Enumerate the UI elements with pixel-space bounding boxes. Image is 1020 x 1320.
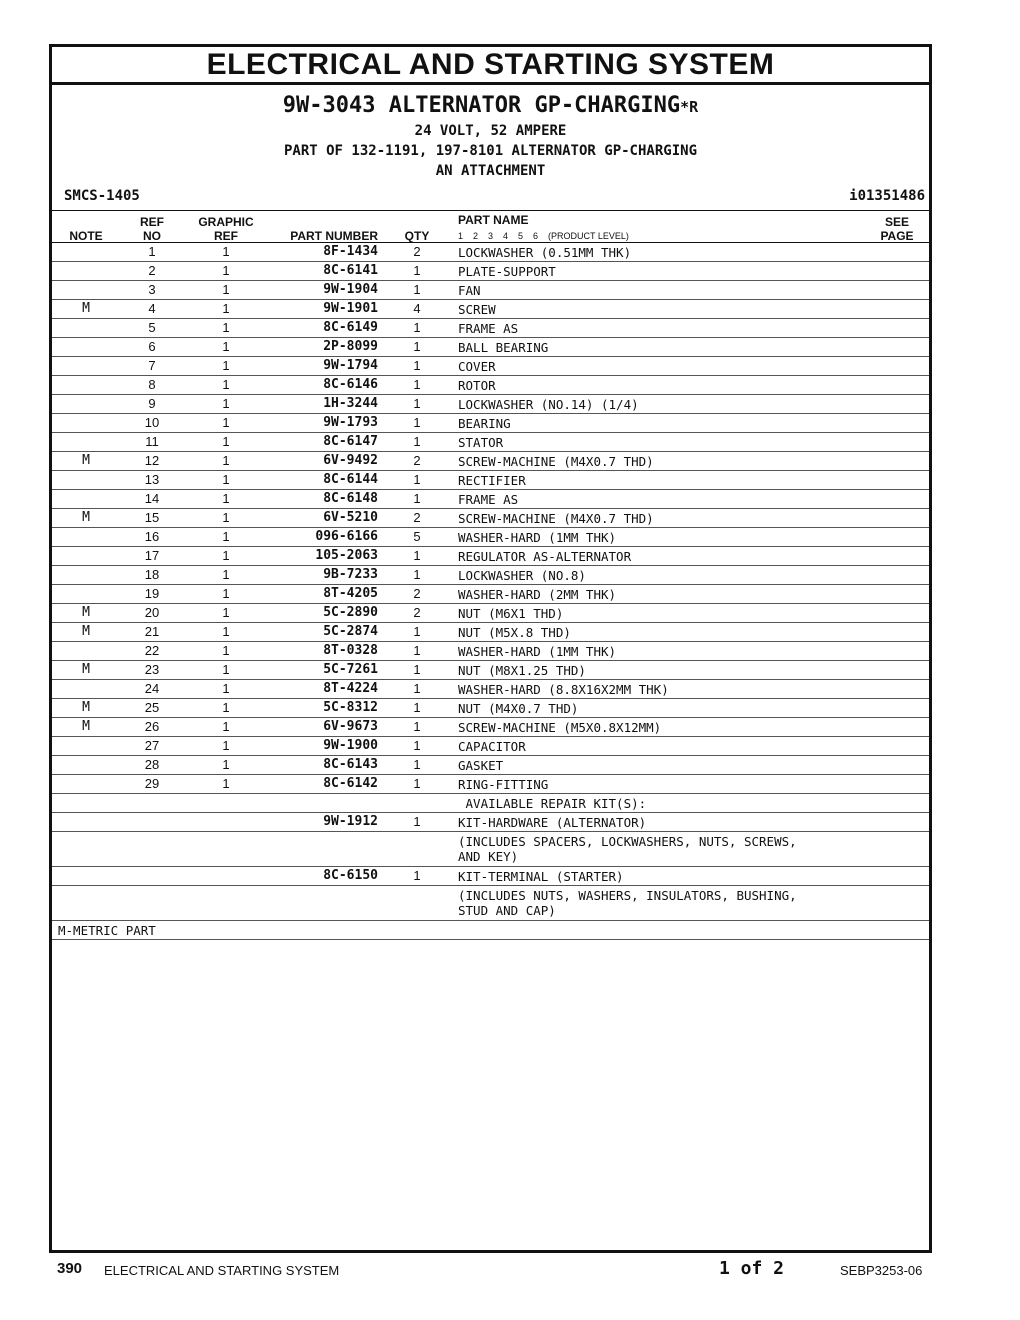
ref-no-cell: 28 bbox=[144, 757, 160, 772]
part-number-cell: 5C-2874 bbox=[323, 624, 378, 639]
part-number-cell: 5C-2890 bbox=[323, 605, 378, 620]
footer-sheet: 1 of 2 bbox=[719, 1258, 785, 1279]
table-row bbox=[52, 886, 929, 921]
ref-no-cell: 3 bbox=[148, 282, 156, 297]
part-name-cell: NUT (M5X.8 THD) bbox=[458, 625, 571, 640]
ref-no-cell: 27 bbox=[144, 738, 160, 753]
table-row bbox=[52, 319, 929, 338]
part-name-cell: RECTIFIER bbox=[458, 473, 526, 488]
ref-no-cell: 18 bbox=[144, 567, 160, 582]
ref-no-cell: 1 bbox=[148, 244, 156, 259]
part-title bbox=[52, 93, 929, 118]
part-number-cell: 5C-7261 bbox=[323, 662, 378, 677]
note-cell: M bbox=[82, 605, 90, 620]
table-row bbox=[52, 452, 929, 471]
qty-cell: 2 bbox=[413, 605, 421, 620]
table-row bbox=[52, 300, 929, 319]
part-number-cell: 8C-6146 bbox=[323, 377, 378, 392]
qty-cell: 5 bbox=[413, 529, 421, 544]
table-row bbox=[52, 699, 929, 718]
part-name-cell: BEARING bbox=[458, 416, 511, 431]
ref-no-cell: 17 bbox=[144, 548, 160, 563]
part-suffix: *R bbox=[680, 98, 699, 116]
qty-cell: 1 bbox=[413, 320, 421, 335]
ref-no-cell: 24 bbox=[144, 681, 160, 696]
part-number-cell: 6V-9673 bbox=[323, 719, 378, 734]
ref-no-cell: 20 bbox=[144, 605, 160, 620]
part-name-cell: FAN bbox=[458, 283, 481, 298]
table-row bbox=[52, 737, 929, 756]
ref-no-cell: 10 bbox=[144, 415, 160, 430]
qty-cell: 2 bbox=[413, 586, 421, 601]
table-row bbox=[52, 585, 929, 604]
qty-cell: 1 bbox=[413, 263, 421, 278]
qty-cell: 1 bbox=[413, 491, 421, 506]
qty-cell: 1 bbox=[413, 548, 421, 563]
table-row bbox=[52, 242, 929, 262]
note-cell: M bbox=[82, 719, 90, 734]
qty-cell: 2 bbox=[413, 453, 421, 468]
graphic-ref-cell: 1 bbox=[222, 567, 230, 582]
graphic-ref-cell: 1 bbox=[222, 605, 230, 620]
part-number-cell: 6V-5210 bbox=[323, 510, 378, 525]
ref-no-cell: 13 bbox=[144, 472, 160, 487]
table-row bbox=[52, 642, 929, 661]
col-part-number-header: PART NUMBER bbox=[290, 229, 378, 243]
metric-legend: M-METRIC PART bbox=[58, 923, 156, 938]
qty-cell: 1 bbox=[413, 814, 421, 829]
part-name-cell: BALL BEARING bbox=[458, 340, 549, 355]
qty-cell: 2 bbox=[413, 244, 421, 259]
part-number-cell: 8C-6143 bbox=[323, 757, 378, 772]
ref-no-cell: 2 bbox=[148, 263, 156, 278]
table-row bbox=[52, 490, 929, 509]
part-number-cell: 9W-1912 bbox=[323, 814, 378, 829]
graphic-ref-cell: 1 bbox=[222, 510, 230, 525]
ref-no-cell: 9 bbox=[148, 396, 156, 411]
qty-cell: 1 bbox=[413, 339, 421, 354]
metric-legend-row bbox=[52, 921, 929, 940]
part-name-cell: WASHER-HARD (2MM THK) bbox=[458, 587, 617, 602]
part-number-cell: 8C-6148 bbox=[323, 491, 378, 506]
graphic-ref-cell: 1 bbox=[222, 776, 230, 791]
ref-no-cell: 4 bbox=[148, 301, 156, 316]
footer-doc-number: SEBP3253-06 bbox=[840, 1263, 923, 1278]
qty-cell: 1 bbox=[413, 662, 421, 677]
graphic-ref-cell: 1 bbox=[222, 377, 230, 392]
part-name-cell: CAPACITOR bbox=[458, 739, 526, 754]
qty-cell: 1 bbox=[413, 434, 421, 449]
qty-cell: 1 bbox=[413, 396, 421, 411]
part-number-cell: 8C-6150 bbox=[323, 868, 378, 883]
ref-no-cell: 5 bbox=[148, 320, 156, 335]
part-name-cell: KIT-HARDWARE (ALTERNATOR) bbox=[458, 815, 647, 830]
graphic-ref-cell: 1 bbox=[222, 529, 230, 544]
parts-page-frame bbox=[49, 44, 932, 1253]
table-row bbox=[52, 756, 929, 775]
col-see-header-bottom: PAGE bbox=[880, 229, 914, 243]
graphic-ref-cell: 1 bbox=[222, 415, 230, 430]
part-name: ALTERNATOR GP-CHARGING bbox=[388, 93, 681, 118]
part-name-cell: COVER bbox=[458, 359, 496, 374]
part-number-cell: 8T-4205 bbox=[323, 586, 378, 601]
table-row bbox=[52, 509, 929, 528]
part-name-cell: SCREW-MACHINE (M4X0.7 THD) bbox=[458, 454, 654, 469]
table-row bbox=[52, 471, 929, 490]
ref-no-cell: 12 bbox=[144, 453, 160, 468]
qty-cell: 1 bbox=[413, 472, 421, 487]
graphic-ref-cell: 1 bbox=[222, 301, 230, 316]
graphic-ref-cell: 1 bbox=[222, 263, 230, 278]
part-name-cell: LOCKWASHER (NO.14) (1/4) bbox=[458, 397, 639, 412]
ref-no-cell: 15 bbox=[144, 510, 160, 525]
parts-table bbox=[52, 242, 929, 940]
table-row bbox=[52, 566, 929, 585]
part-number-cell: 9W-1794 bbox=[323, 358, 378, 373]
ref-no-cell: 19 bbox=[144, 586, 160, 601]
table-row bbox=[52, 832, 929, 867]
qty-cell: 4 bbox=[413, 301, 421, 316]
part-name-cell: AVAILABLE REPAIR KIT(S): bbox=[458, 796, 647, 811]
table-row bbox=[52, 338, 929, 357]
qty-cell: 1 bbox=[413, 358, 421, 373]
table-row bbox=[52, 813, 929, 832]
ref-no-cell: 7 bbox=[148, 358, 156, 373]
attachment-line: AN ATTACHMENT bbox=[435, 163, 546, 179]
part-number-cell: 8C-6147 bbox=[323, 434, 378, 449]
col-ref-header-bottom: NO bbox=[143, 229, 161, 243]
graphic-ref-cell: 1 bbox=[222, 700, 230, 715]
part-name-cell: LOCKWASHER (NO.8) bbox=[458, 568, 586, 583]
part-number-cell: 6V-9492 bbox=[323, 453, 378, 468]
part-name-cell: WASHER-HARD (1MM THK) bbox=[458, 644, 617, 659]
qty-cell: 1 bbox=[413, 700, 421, 715]
smcs-code: SMCS-1405 bbox=[64, 188, 140, 204]
note-cell: M bbox=[82, 510, 90, 525]
qty-cell: 1 bbox=[413, 624, 421, 639]
graphic-ref-cell: 1 bbox=[222, 453, 230, 468]
qty-cell: 1 bbox=[413, 377, 421, 392]
part-name-cell: NUT (M4X0.7 THD) bbox=[458, 701, 579, 716]
qty-cell: 1 bbox=[413, 868, 421, 883]
section-title: ELECTRICAL AND STARTING SYSTEM bbox=[52, 47, 929, 85]
part-number-cell: 105-2063 bbox=[315, 548, 378, 563]
part-of-line: PART OF 132-1191, 197-8101 ALTERNATOR GP-CHARGING bbox=[283, 143, 697, 159]
part-name-cell: KIT-TERMINAL (STARTER) bbox=[458, 869, 624, 884]
part-number-cell: 096-6166 bbox=[315, 529, 378, 544]
part-number-cell: 8C-6144 bbox=[323, 472, 378, 487]
ref-no-cell: 14 bbox=[144, 491, 160, 506]
part-name-cell: LOCKWASHER (0.51MM THK) bbox=[458, 245, 632, 260]
part-name-cell: NUT (M8X1.25 THD) bbox=[458, 663, 586, 678]
table-row bbox=[52, 604, 929, 623]
part-name-cell: NUT (M6X1 THD) bbox=[458, 606, 564, 621]
graphic-ref-cell: 1 bbox=[222, 472, 230, 487]
table-row bbox=[52, 376, 929, 395]
col-see-header-top: SEE bbox=[884, 215, 909, 229]
part-name-cell: RING-FITTING bbox=[458, 777, 549, 792]
part-number-cell: 9B-7233 bbox=[323, 567, 378, 582]
part-number-cell: 2P-8099 bbox=[323, 339, 378, 354]
qty-cell: 1 bbox=[413, 719, 421, 734]
note-cell: M bbox=[82, 301, 90, 316]
ref-no-cell: 11 bbox=[145, 434, 159, 449]
part-number-cell: 1H-3244 bbox=[323, 396, 378, 411]
table-row bbox=[52, 357, 929, 376]
graphic-ref-cell: 1 bbox=[222, 643, 230, 658]
part-number-cell: 9W-1904 bbox=[323, 282, 378, 297]
part-name-cell: REGULATOR AS-ALTERNATOR bbox=[458, 549, 632, 564]
footer-section-title: ELECTRICAL AND STARTING SYSTEM bbox=[104, 1263, 340, 1278]
part-name-cell: (INCLUDES NUTS, WASHERS, INSULATORS, BUSHING, STUD AND CAP) bbox=[458, 888, 797, 918]
part-name-cell: STATOR bbox=[458, 435, 504, 450]
table-row bbox=[52, 281, 929, 300]
rating-line: 24 VOLT, 52 AMPERE bbox=[414, 123, 567, 139]
part-name-cell: (INCLUDES SPACERS, LOCKWASHERS, NUTS, SCREWS, AND KEY) bbox=[458, 834, 797, 864]
graphic-ref-cell: 1 bbox=[222, 624, 230, 639]
ref-no-cell: 21 bbox=[144, 624, 160, 639]
part-name-cell: WASHER-HARD (1MM THK) bbox=[458, 530, 617, 545]
table-row bbox=[52, 794, 929, 813]
graphic-ref-cell: 1 bbox=[222, 662, 230, 677]
qty-cell: 1 bbox=[413, 681, 421, 696]
ref-no-cell: 25 bbox=[144, 700, 160, 715]
ref-no-cell: 16 bbox=[144, 529, 160, 544]
table-row bbox=[52, 395, 929, 414]
col-part-name-header: PART NAME bbox=[458, 213, 529, 227]
graphic-ref-cell: 1 bbox=[222, 491, 230, 506]
part-name-cell: SCREW bbox=[458, 302, 496, 317]
table-row bbox=[52, 775, 929, 794]
col-graphic-header-top: GRAPHIC bbox=[198, 215, 254, 229]
table-row bbox=[52, 414, 929, 433]
graphic-ref-cell: 1 bbox=[222, 339, 230, 354]
graphic-ref-cell: 1 bbox=[222, 757, 230, 772]
graphic-ref-cell: 1 bbox=[222, 548, 230, 563]
product-level-scale: 1 2 3 4 5 6 (PRODUCT LEVEL) bbox=[458, 231, 629, 241]
col-ref-header-top: REF bbox=[140, 215, 164, 229]
illustration-id: i01351486 bbox=[849, 188, 925, 204]
qty-cell: 1 bbox=[413, 415, 421, 430]
table-row bbox=[52, 547, 929, 566]
part-number-cell: 9W-1900 bbox=[323, 738, 378, 753]
part-number-cell: 8C-6141 bbox=[323, 263, 378, 278]
qty-cell: 1 bbox=[413, 757, 421, 772]
graphic-ref-cell: 1 bbox=[222, 681, 230, 696]
part-name-cell: SCREW-MACHINE (M5X0.8X12MM) bbox=[458, 720, 662, 735]
ref-no-cell: 29 bbox=[144, 776, 160, 791]
table-row bbox=[52, 623, 929, 642]
note-cell: M bbox=[82, 700, 90, 715]
graphic-ref-cell: 1 bbox=[222, 396, 230, 411]
table-row bbox=[52, 718, 929, 737]
graphic-ref-cell: 1 bbox=[222, 434, 230, 449]
part-number-cell: 8F-1434 bbox=[323, 244, 378, 259]
note-cell: M bbox=[82, 624, 90, 639]
graphic-ref-cell: 1 bbox=[222, 282, 230, 297]
graphic-ref-cell: 1 bbox=[222, 719, 230, 734]
header-rule bbox=[52, 210, 929, 211]
note-cell: M bbox=[82, 662, 90, 677]
ref-no-cell: 8 bbox=[148, 377, 156, 392]
ref-no-cell: 6 bbox=[148, 339, 156, 354]
part-name-cell: GASKET bbox=[458, 758, 504, 773]
table-row bbox=[52, 867, 929, 886]
part-number-cell: 8T-4224 bbox=[323, 681, 378, 696]
part-number-cell: 8T-0328 bbox=[323, 643, 378, 658]
part-name-cell: WASHER-HARD (8.8X16X2MM THK) bbox=[458, 682, 669, 697]
part-number-cell: 9W-1901 bbox=[323, 301, 378, 316]
col-qty-header: QTY bbox=[404, 229, 430, 243]
qty-cell: 1 bbox=[413, 643, 421, 658]
col-note-header: NOTE bbox=[69, 229, 103, 243]
part-name-cell: PLATE-SUPPORT bbox=[458, 264, 556, 279]
graphic-ref-cell: 1 bbox=[222, 358, 230, 373]
part-number-cell: 8C-6142 bbox=[323, 776, 378, 791]
graphic-ref-cell: 1 bbox=[222, 738, 230, 753]
qty-cell: 1 bbox=[413, 776, 421, 791]
ref-no-cell: 23 bbox=[144, 662, 160, 677]
footer-page-number: 390 bbox=[57, 1260, 83, 1277]
part-number-cell: 9W-1793 bbox=[323, 415, 378, 430]
part-name-cell: FRAME AS bbox=[458, 321, 519, 336]
part-number-cell: 8C-6149 bbox=[323, 320, 378, 335]
qty-cell: 1 bbox=[413, 738, 421, 753]
part-name-cell: ROTOR bbox=[458, 378, 496, 393]
col-graphic-header-bottom: REF bbox=[214, 229, 238, 243]
table-row bbox=[52, 528, 929, 547]
qty-cell: 1 bbox=[413, 282, 421, 297]
part-number-cell: 5C-8312 bbox=[323, 700, 378, 715]
note-cell: M bbox=[82, 453, 90, 468]
table-row bbox=[52, 433, 929, 452]
table-row bbox=[52, 680, 929, 699]
part-name-cell: SCREW-MACHINE (M4X0.7 THD) bbox=[458, 511, 654, 526]
table-row bbox=[52, 661, 929, 680]
graphic-ref-cell: 1 bbox=[222, 244, 230, 259]
qty-cell: 2 bbox=[413, 510, 421, 525]
qty-cell: 1 bbox=[413, 567, 421, 582]
table-row bbox=[52, 262, 929, 281]
ref-no-cell: 26 bbox=[144, 719, 160, 734]
ref-no-cell: 22 bbox=[144, 643, 160, 658]
part-number: 9W-3043 bbox=[282, 93, 376, 118]
part-name-cell: FRAME AS bbox=[458, 492, 519, 507]
graphic-ref-cell: 1 bbox=[222, 320, 230, 335]
graphic-ref-cell: 1 bbox=[222, 586, 230, 601]
